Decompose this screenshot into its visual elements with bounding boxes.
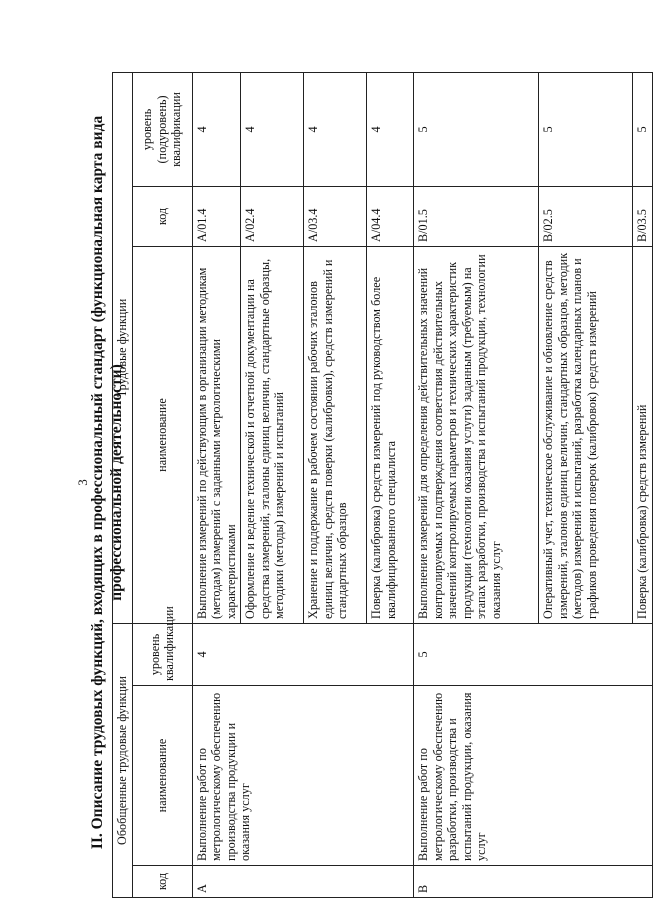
function-name: Поверка (калибровка) средств измерений <box>633 246 653 623</box>
function-code: B/03.5 <box>633 186 653 246</box>
function-code: B/02.5 <box>539 186 633 246</box>
group-name: Выполнение работ по метрологическому обеспечению производства продукции и оказания услуг <box>192 686 414 866</box>
function-code: A/02.4 <box>241 186 304 246</box>
header-generalized: Обобщенные трудовые функции <box>113 623 133 897</box>
function-level: 5 <box>633 72 653 186</box>
header-function-code: код <box>132 186 192 246</box>
header-code: код <box>132 866 192 898</box>
header-row-2 <box>132 72 192 897</box>
function-name: Выполнение измерений по действующим в организации методикам (методам) измерений с заданными метрологическими характеристиками <box>192 246 241 623</box>
functional-map-table <box>112 72 653 898</box>
header-level: уровень квалификации <box>132 623 192 685</box>
header-function-name: наименование <box>132 246 192 623</box>
function-name: Оперативный учет, техническое обслуживание и обновление средств измерений, эталонов единиц величин, стандартных образцов, методик (методов) измерений и испытаний, разработка календарных планов и графиков проведения поверок (калибровок) средств измерений <box>539 246 633 623</box>
function-name: Хранение и поддержание в рабочем состоянии рабочих эталонов единиц величин, средств поверки (калибровки), средств измерений и стандартных образцов <box>304 246 367 623</box>
header-sublevel: уровень (подуровень) квалификации <box>132 72 192 186</box>
function-code: B/01.5 <box>414 186 539 246</box>
function-code: A/04.4 <box>367 186 414 246</box>
header-name: наименование <box>132 686 192 866</box>
function-code: A/03.4 <box>304 186 367 246</box>
group-code: A <box>192 866 414 898</box>
function-level: 5 <box>414 72 539 186</box>
table-row <box>192 72 241 897</box>
section-title: II. Описание трудовых функций, входящих в профессиональный стандарт (функциональная карта вида профессиональной деятельности) <box>89 115 125 850</box>
function-code: A/01.4 <box>192 186 241 246</box>
function-name: Выполнение измерений для определения действительных значений контролируемых и подтверждения соответствия действительных значений контролируемых параметров и технических характеристик продукции (технологии оказания услуги) заданным (требуемым) на этапах разработки, производства и испытаний продукции, технологии оказания услуг <box>414 246 539 623</box>
function-name: Поверка (калибровка) средств измерений под руководством более квалифицированного специалиста <box>367 246 414 623</box>
group-name: Выполнение работ по метрологическому обеспечению разработки, производства и испытаний продукции, оказания услуг <box>414 686 653 866</box>
rotated-page <box>60 60 649 905</box>
function-name: Оформление и ведение технической и отчетной документации на средства измерений, эталоны единиц величин, стандартные образцы, методики (методы) измерений и испытаний <box>241 246 304 623</box>
function-level: 4 <box>241 72 304 186</box>
group-level: 5 <box>414 623 653 685</box>
group-level: 4 <box>192 623 414 685</box>
page-number: 3 <box>75 479 90 486</box>
function-level: 4 <box>304 72 367 186</box>
function-level: 5 <box>539 72 633 186</box>
function-level: 4 <box>367 72 414 186</box>
table-row <box>414 72 539 897</box>
header-labor-functions: Трудовые функции <box>113 72 133 623</box>
header-row-1 <box>113 72 133 897</box>
group-code: B <box>414 866 653 898</box>
function-level: 4 <box>192 72 241 186</box>
